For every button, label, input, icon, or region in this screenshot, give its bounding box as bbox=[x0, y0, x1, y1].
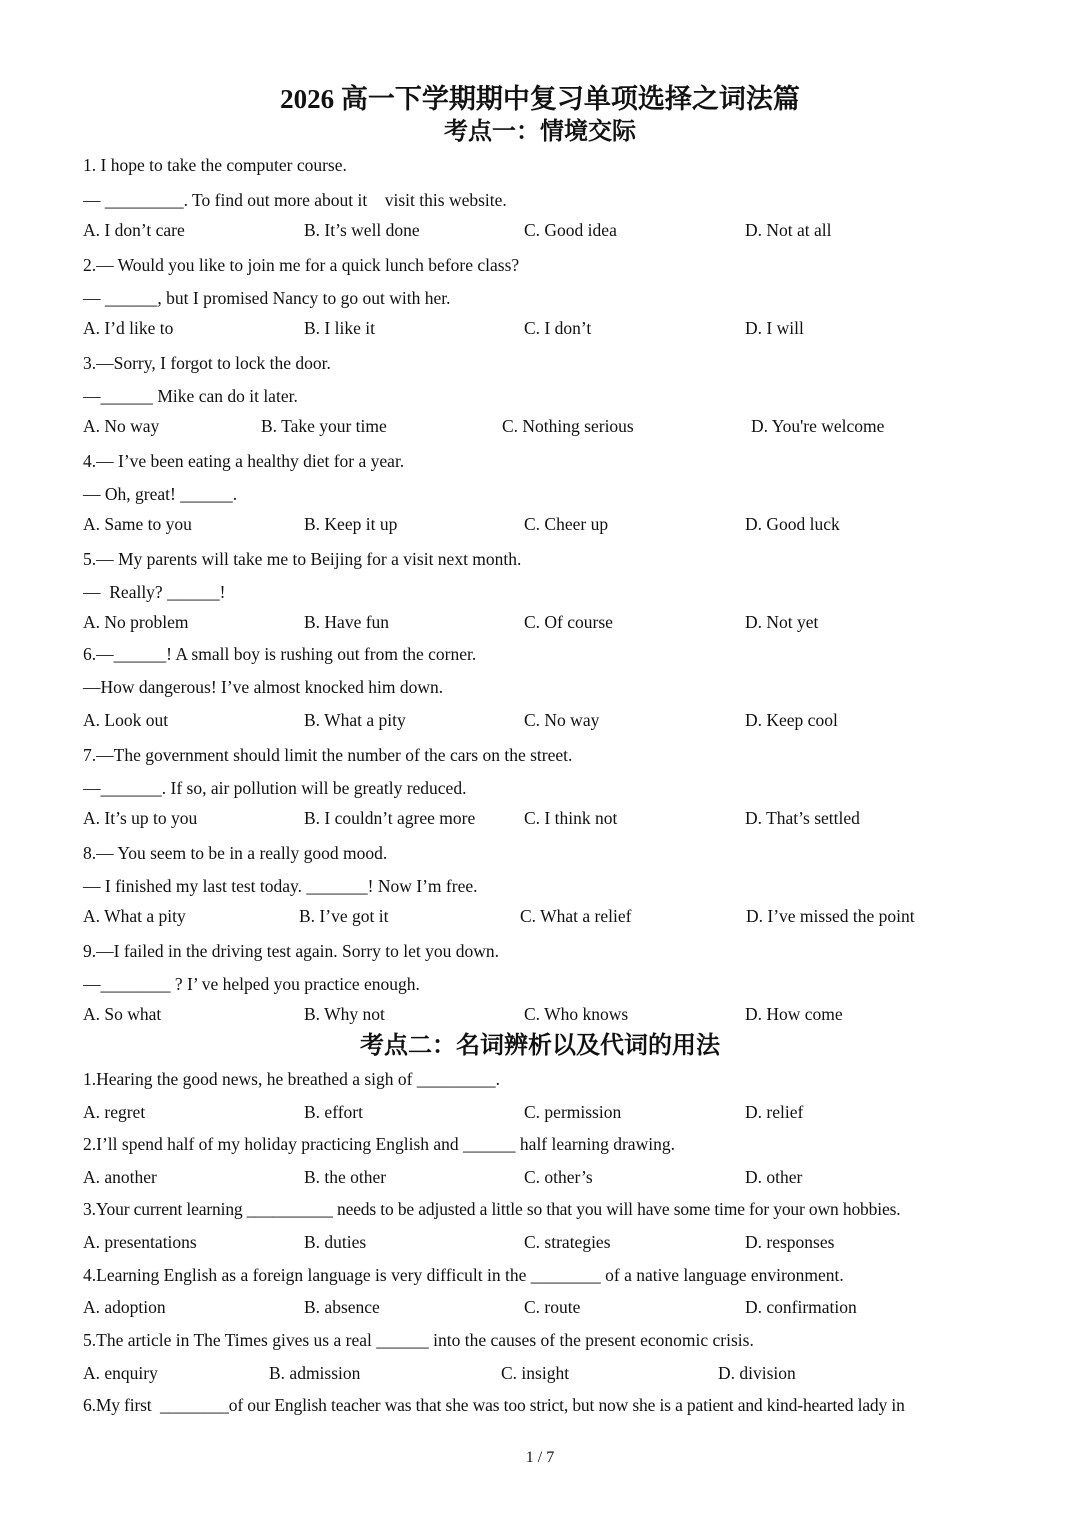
question-stem: 6.—______! A small boy is rushing out from the corner. bbox=[83, 644, 477, 664]
option-a: A. adoption bbox=[83, 1297, 166, 1317]
option-c: C. other’s bbox=[524, 1167, 593, 1187]
option-d: D. I will bbox=[745, 318, 804, 338]
option-c: C. Of course bbox=[524, 612, 613, 632]
section-heading-2: 考点二：名词辨析以及代词的用法 bbox=[360, 1033, 720, 1059]
option-d: D. other bbox=[745, 1167, 803, 1187]
option-d: D. How come bbox=[745, 1004, 843, 1024]
option-b: B. the other bbox=[304, 1167, 387, 1187]
option-d: D. confirmation bbox=[745, 1297, 857, 1317]
option-a: A. What a pity bbox=[83, 906, 186, 926]
option-d: D. Not at all bbox=[745, 220, 832, 240]
question-stem: 2.I’ll spend half of my holiday practicing English and ______ half learning drawing. bbox=[83, 1134, 675, 1154]
question-stem: 4.Learning English as a foreign language is very difficult in the ________ of a native language environment. bbox=[83, 1265, 844, 1285]
option-b: B. admission bbox=[269, 1363, 361, 1383]
document-title: 2026 高一下学期期中复习单项选择之词法篇 bbox=[280, 84, 800, 114]
question-stem: 2.— Would you like to join me for a quick lunch before class? bbox=[83, 255, 520, 275]
question-stem: —______ Mike can do it later. bbox=[83, 386, 298, 406]
option-a: A. I’d like to bbox=[83, 318, 174, 338]
option-a: A. I don’t care bbox=[83, 220, 185, 240]
option-b: B. It’s well done bbox=[304, 220, 420, 240]
question-stem: 3.Your current learning __________ needs to be adjusted a little so that you will have some time for your own hobbies. bbox=[83, 1199, 901, 1219]
option-b: B. Have fun bbox=[304, 612, 390, 632]
option-c: C. I think not bbox=[524, 808, 618, 828]
option-a: A. presentations bbox=[83, 1232, 197, 1252]
option-a: A. Look out bbox=[83, 710, 169, 730]
question-stem: 8.— You seem to be in a really good mood. bbox=[83, 843, 388, 863]
option-b: B. Why not bbox=[304, 1004, 385, 1024]
option-b: B. absence bbox=[304, 1297, 380, 1317]
option-a: A. No problem bbox=[83, 612, 189, 632]
option-c: C. strategies bbox=[524, 1232, 611, 1252]
option-c: C. No way bbox=[524, 710, 600, 730]
question-stem: 1. I hope to take the computer course. bbox=[83, 155, 347, 175]
option-a: A. Same to you bbox=[83, 514, 192, 534]
question-stem: —________ ? I’ ve helped you practice enough. bbox=[83, 974, 420, 994]
page-number: 1 / 7 bbox=[525, 1449, 555, 1466]
question-stem: —_______. If so, air pollution will be greatly reduced. bbox=[83, 778, 467, 798]
option-c: C. I don’t bbox=[524, 318, 592, 338]
option-c: C. Cheer up bbox=[524, 514, 609, 534]
option-a: A. So what bbox=[83, 1004, 162, 1024]
question-stem: 3.—Sorry, I forgot to lock the door. bbox=[83, 353, 331, 373]
question-stem: — Oh, great! ______. bbox=[83, 484, 238, 504]
question-stem: 7.—The government should limit the number of the cars on the street. bbox=[83, 745, 573, 765]
question-stem: 1.Hearing the good news, he breathed a sigh of _________. bbox=[83, 1069, 500, 1089]
option-c: C. Nothing serious bbox=[502, 416, 634, 436]
option-b: B. duties bbox=[304, 1232, 367, 1252]
option-d: D. Keep cool bbox=[745, 710, 838, 730]
option-a: A. It’s up to you bbox=[83, 808, 198, 828]
option-b: B. I’ve got it bbox=[299, 906, 389, 926]
question-stem: 5.— My parents will take me to Beijing for a visit next month. bbox=[83, 549, 522, 569]
option-a: A. another bbox=[83, 1167, 157, 1187]
option-d: D. You're welcome bbox=[751, 416, 885, 436]
option-c: C. Good idea bbox=[524, 220, 617, 240]
option-b: B. I couldn’t agree more bbox=[304, 808, 476, 828]
section-heading-1: 考点一：情境交际 bbox=[444, 119, 636, 145]
option-c: C. route bbox=[524, 1297, 581, 1317]
option-c: C. What a relief bbox=[520, 906, 632, 926]
option-b: B. Take your time bbox=[261, 416, 387, 436]
question-stem: — Really? ______! bbox=[83, 582, 226, 602]
option-b: B. effort bbox=[304, 1102, 363, 1122]
question-stem: — _________. To find out more about it visit this website. bbox=[83, 190, 507, 210]
option-d: D. Good luck bbox=[745, 514, 840, 534]
question-stem: — ______, but I promised Nancy to go out with her. bbox=[83, 288, 451, 308]
option-d: D. That’s settled bbox=[745, 808, 860, 828]
option-d: D. I’ve missed the point bbox=[746, 906, 915, 926]
option-b: B. I like it bbox=[304, 318, 375, 338]
question-stem: 6.My first ________of our English teacher was that she was too strict, but now she is a patient and kind-hearted lady in bbox=[83, 1395, 905, 1415]
option-a: A. enquiry bbox=[83, 1363, 158, 1383]
question-stem: 5.The article in The Times gives us a real ______ into the causes of the present economic crisis. bbox=[83, 1330, 754, 1350]
question-stem: —How dangerous! I’ve almost knocked him down. bbox=[83, 677, 444, 697]
option-c: C. Who knows bbox=[524, 1004, 629, 1024]
option-d: D. division bbox=[718, 1363, 796, 1383]
option-b: B. What a pity bbox=[304, 710, 406, 730]
option-d: D. relief bbox=[745, 1102, 804, 1122]
option-d: D. Not yet bbox=[745, 612, 819, 632]
question-stem: 4.— I’ve been eating a healthy diet for a year. bbox=[83, 451, 405, 471]
option-b: B. Keep it up bbox=[304, 514, 398, 534]
option-a: A. regret bbox=[83, 1102, 146, 1122]
question-stem: — I finished my last test today. _______! Now I’m free. bbox=[83, 876, 478, 896]
option-c: C. permission bbox=[524, 1102, 622, 1122]
question-stem: 9.—I failed in the driving test again. Sorry to let you down. bbox=[83, 941, 500, 961]
option-a: A. No way bbox=[83, 416, 160, 436]
option-c: C. insight bbox=[501, 1363, 570, 1383]
option-d: D. responses bbox=[745, 1232, 835, 1252]
